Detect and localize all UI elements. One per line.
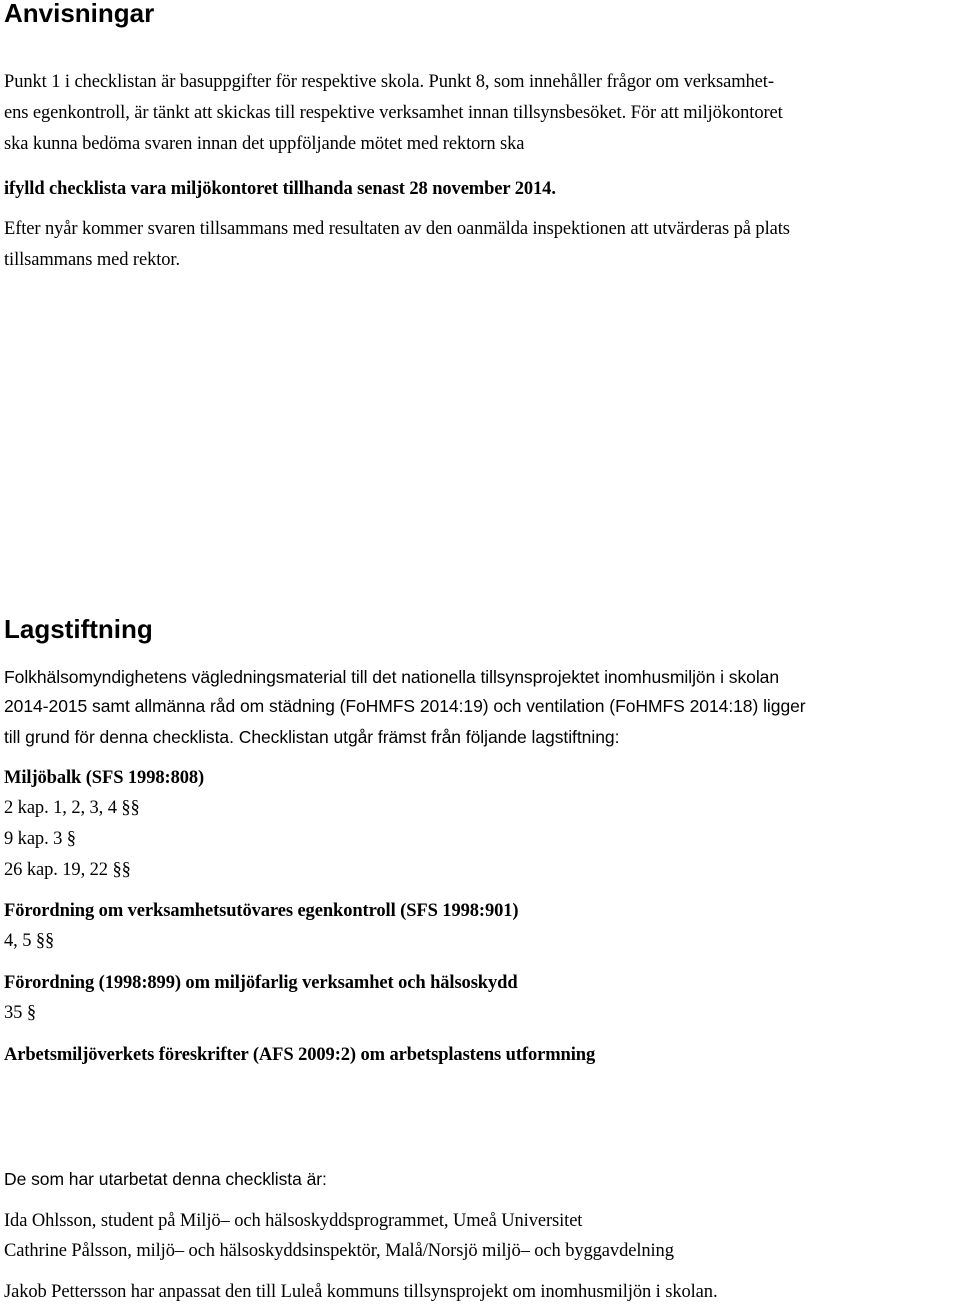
author-line-1: Ida Ohlsson, student på Miljö– och hälsoskyddsprogrammet, Umeå Universitet [4, 1211, 583, 1231]
egenkontroll-ref: 4, 5 §§ [4, 931, 55, 951]
authors-intro: De som har utarbetat denna checklista är: [4, 1169, 327, 1189]
authors-adaptation: Jakob Pettersson har anpassat den till Luleå kommuns tillsynsprojekt om inomhusmiljön i skolan. [4, 1282, 718, 1302]
miljobalk-ref-chapter-2: 2 kap. 1, 2, 3, 4 §§ [4, 798, 140, 818]
instructions-followup-line-2: tillsammans med rektor. [4, 250, 180, 270]
instructions-line-1: Punkt 1 i checklistan är basuppgifter för respektive skola. Punkt 8, som innehåller frågor om verksamhet- [4, 72, 774, 92]
afs-title: Arbetsmiljöverkets föreskrifter (AFS 2009:2) om arbetsplastens utformning [4, 1045, 596, 1065]
miljobalk-ref-chapter-26: 26 kap. 19, 22 §§ [4, 860, 131, 880]
author-line-2: Cathrine Pålsson, miljö– och hälsoskyddsinspektör, Malå/Norsjö miljö– och byggavdelning [4, 1241, 674, 1261]
miljobalk-title: Miljöbalk (SFS 1998:808) [4, 768, 205, 788]
egenkontroll-title: Förordning om verksamhetsutövares egenkontroll (SFS 1998:901) [4, 901, 519, 921]
legislation-intro-line-3: till grund för denna checklista. Checklistan utgår främst från följande lagstiftning: [4, 727, 620, 747]
miljofarlig-ref: 35 § [4, 1003, 36, 1023]
miljofarlig-title: Förordning (1998:899) om miljöfarlig verksamhet och hälsoskydd [4, 973, 518, 993]
instructions-line-3: ska kunna bedöma svaren innan det uppföljande mötet med rektorn ska [4, 134, 525, 154]
instructions-followup-line-1: Efter nyår kommer svaren tillsammans med resultaten av den oanmälda inspektionen att utvärderas på plats [4, 219, 790, 239]
instructions-line-2: ens egenkontroll, är tänkt att skickas till respektive verksamhet innan tillsynsbesöket. För att miljökontoret [4, 103, 783, 123]
miljobalk-ref-chapter-9: 9 kap. 3 § [4, 829, 76, 849]
instructions-heading: Anvisningar [4, 0, 155, 28]
legislation-intro-line-1: Folkhälsomyndighetens vägledningsmaterial till det nationella tillsynsprojektet inomhusmiljön i skolan [4, 667, 780, 687]
legislation-intro-line-2: 2014-2015 samt allmänna råd om städning (FoHMFS 2014:19) och ventilation (FoHMFS 2014:18) ligger [4, 696, 806, 716]
instructions-deadline: ifylld checklista vara miljökontoret tillhanda senast 28 november 2014. [4, 179, 556, 199]
legislation-heading: Lagstiftning [4, 614, 153, 644]
